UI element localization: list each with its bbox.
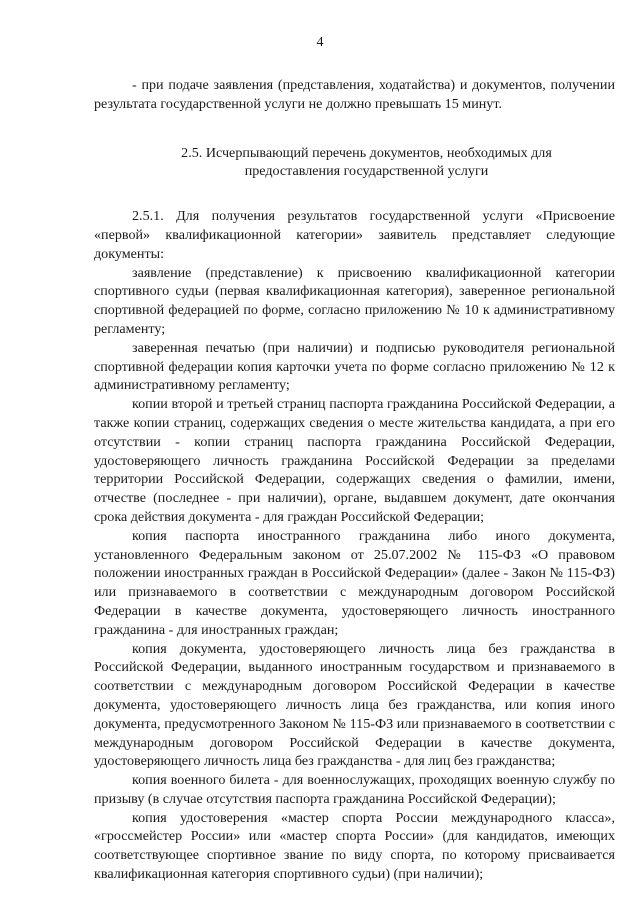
paragraph: копия документа, удостоверяющего личность лица без гражданства в Российской Федерации, выданного иностранным государством и признаваемого в соответствии с международным договором Российской Федерации в качестве документа, удостоверяющего личность лица без гражданства, или копия иного документа, предусмотренного Законом № 115-ФЗ или признаваемого в соответствии с международным договором Российской Федерации в качестве документа, удостоверяющего личность лица без гражданства - для лиц без гражданства; (94, 640, 615, 770)
page-number: 4 (316, 35, 324, 50)
paragraph: заявление (представление) к присвоению квалификационной категории спортивного судьи (первая квалификационная категория), заверенное региональной спортивной федерацией по форме, согласно приложению № 10 к административному регламенту; (94, 264, 615, 337)
document-body (94, 76, 615, 884)
paragraph: копия военного билета - для военнослужащих, проходящих военную службу по призыву (в случае отсутствия паспорта гражданина Российской Федерации); (94, 772, 615, 807)
paragraph: 2.5.1. Для получения результатов государственной услуги «Присвоение «первой» квалификационной категории» заявитель представляет следующие документы: (94, 208, 615, 262)
paragraph: копия удостоверения «мастер спорта России международного класса», «гроссмейстер России» или «мастер спорта России» (для кандидатов, имеющих соответствующее спортивное звание по виду спорта, по которому присваивается квалификационная категория спортивного судьи) (при наличии); (94, 809, 615, 883)
paragraph: копия паспорта иностранного гражданина либо иного документа, установленного Федеральным законом от 25.07.2002 № 115-ФЗ «О правовом положении иностранных граждан в Российской Федерации» (далее - Закон № 115-ФЗ) или признаваемого в соответствии с международным договором Российской Федерации в качестве документа, удостоверяющего личность иностранного гражданина - для иностранных граждан; (94, 527, 615, 638)
paragraph: заверенная печатью (при наличии) и подписью руководителя региональной спортивной федерации копия карточки учета по форме согласно приложению № 12 к административному регламенту; (94, 339, 615, 394)
intro-paragraph: - при подаче заявления (представления, ходатайства) и документов, получении результата государственной услуги не должно превышать 15 минут. (94, 77, 615, 112)
section-heading: 2.5. Исчерпывающий перечень документов, необходимых для предоставления государственной услуги (181, 144, 552, 180)
paragraph: копии второй и третьей страниц паспорта гражданина Российской Федерации, а также копии страниц, содержащих сведения о месте жительства кандидата, а при его отсутствии - копии страниц паспорта гражданина Российской Федерации, удостоверяющего личность гражданина Российской Федерации за пределами территории Российской Федерации, содержащих сведения о фамилии, имени, отчестве (последнее - при наличии), органе, выдавшем документ, дате окончания срока действия документа - для граждан Российской Федерации; (94, 396, 615, 525)
